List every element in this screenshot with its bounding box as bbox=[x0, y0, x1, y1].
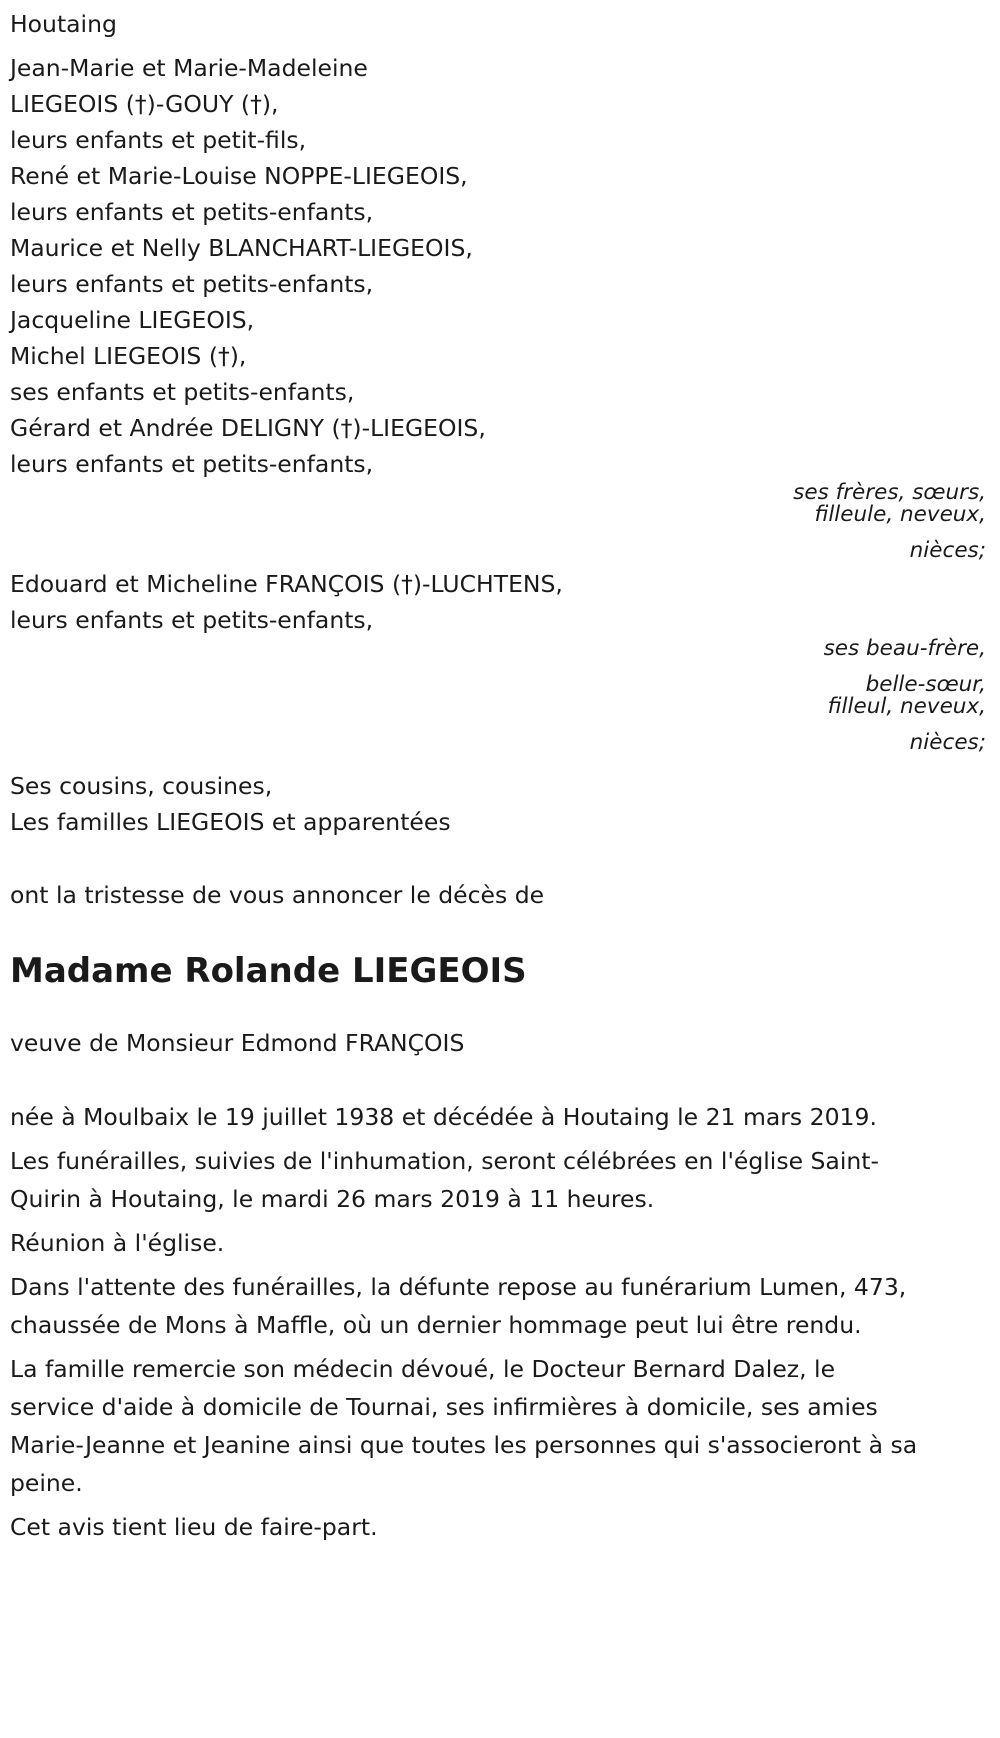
family-line: Maurice et Nelly BLANCHART-LIEGEOIS, bbox=[10, 234, 473, 262]
relation-2 bbox=[10, 638, 991, 754]
relation-line: ses frères, sœurs, bbox=[793, 480, 986, 505]
family-line: Edouard et Micheline FRANÇOIS (†)-LUCHTENS, bbox=[10, 570, 563, 598]
family-line: ses enfants et petits-enfants, bbox=[10, 378, 355, 406]
gathering-paragraph: Réunion à l'église. bbox=[10, 1229, 225, 1257]
relation-1 bbox=[10, 482, 991, 562]
spouse-line: veuve de Monsieur Edmond FRANÇOIS bbox=[10, 1029, 465, 1057]
others bbox=[10, 768, 985, 840]
family-line: Michel LIEGEOIS (†), bbox=[10, 342, 247, 370]
funerarium-paragraph: Dans l'attente des funérailles, la défunte repose au funérarium Lumen, 473, chaussée de Mons à Maffle, où un dernier hommage peut lui être rendu. bbox=[10, 1273, 907, 1339]
family-line: Gérard et Andrée DELIGNY (†)-LIEGEOIS, bbox=[10, 414, 486, 442]
family-line: leurs enfants et petits-enfants, bbox=[10, 450, 374, 478]
obituary-notice bbox=[10, 8, 985, 1552]
deceased-name: Madame Rolande LIEGEOIS bbox=[10, 951, 527, 991]
announcement: ont la tristesse de vous annoncer le décès de bbox=[10, 881, 545, 909]
relation-line: filleule, neveux, bbox=[814, 502, 986, 527]
birth-death-paragraph: née à Moulbaix le 19 juillet 1938 et décédée à Houtaing le 21 mars 2019. bbox=[10, 1103, 877, 1131]
family-line: leurs enfants et petit-fils, bbox=[10, 126, 307, 154]
family-group-2 bbox=[10, 566, 985, 638]
family-line: Jacqueline LIEGEOIS, bbox=[10, 306, 255, 334]
funeral-paragraph: Les funérailles, suivies de l'inhumation, seront célébrées en l'église Saint-Quirin à Houtaing, le mardi 26 mars 2019 à 11 heures. bbox=[10, 1147, 879, 1213]
family-line: LIEGEOIS (†)-GOUY (†), bbox=[10, 90, 279, 118]
others-line: Les familles LIEGEOIS et apparentées bbox=[10, 808, 451, 836]
thanks-paragraph: La famille remercie son médecin dévoué, le Docteur Bernard Dalez, le service d'aide à domicile de Tournai, ses infirmières à domicile, ses amies Marie-Jeanne et Jeanine ainsi que toutes les personnes qui s'associeront à sa peine. bbox=[10, 1355, 918, 1497]
relation-line: nièces; bbox=[909, 730, 986, 755]
family-line: leurs enfants et petits-enfants, bbox=[10, 606, 374, 634]
family-line: leurs enfants et petits-enfants, bbox=[10, 270, 374, 298]
family-line: Jean-Marie et Marie-Madeleine bbox=[10, 54, 368, 82]
family-group-1 bbox=[10, 50, 985, 482]
others-line: Ses cousins, cousines, bbox=[10, 772, 273, 800]
family-line: René et Marie-Louise NOPPE-LIEGEOIS, bbox=[10, 162, 468, 190]
location: Houtaing bbox=[10, 10, 117, 38]
family-line: leurs enfants et petits-enfants, bbox=[10, 198, 374, 226]
relation-line: nièces; bbox=[909, 538, 986, 563]
relation-line: belle-sœur, bbox=[865, 672, 986, 697]
relation-line: ses beau-frère, bbox=[823, 636, 986, 661]
relation-line: filleul, neveux, bbox=[827, 694, 986, 719]
closing-paragraph: Cet avis tient lieu de faire-part. bbox=[10, 1513, 378, 1541]
